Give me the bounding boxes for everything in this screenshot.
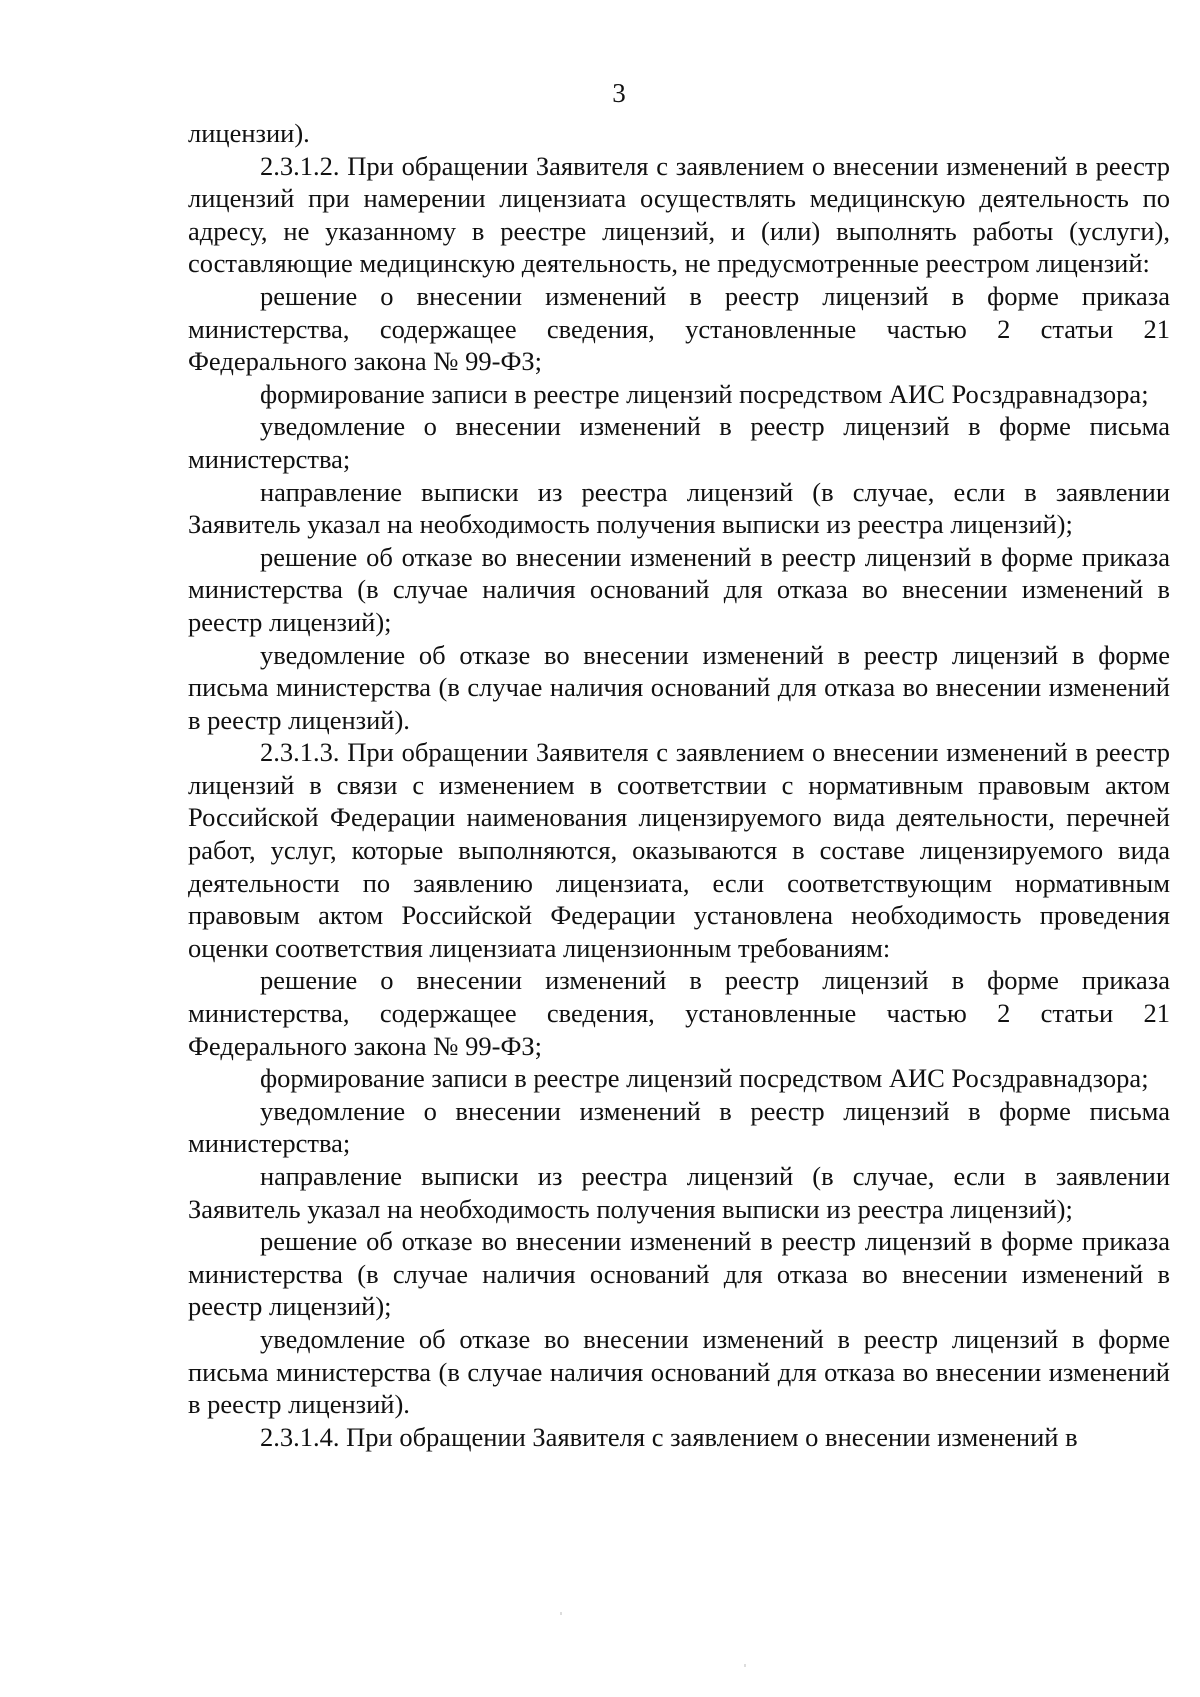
paragraph: уведомление о внесении изменений в реестр лицензий в форме письма министерства; [188,411,1170,474]
paragraph: уведомление об отказе во внесении изменений в реестр лицензий в форме письма министерства (в случае наличия оснований для отказа во внесении изменений в реестр лицензий). [188,639,1170,735]
paragraph: решение о внесении изменений в реестр лицензий в форме приказа министерства, содержащее сведения, установленные частью 2 статьи 21 Федерального закона № 99-ФЗ; [188,965,1170,1061]
paragraph: 2.3.1.3. При обращении Заявителя с заявлением о внесении изменений в реестр лицензий в связи с изменением в соответствии с нормативным правовым актом Российской Федерации наименования лицензируемого вида деятельности, перечней работ, услуг, которые выполняются, оказываются в составе лицензируемого вида деятельности по заявлению лицензиата, если соответствующим нормативным правовым актом Российской Федерации установлена необходимость проведения оценки соответствия лицензиата лицензионным требованиям: [188,737,1170,963]
paragraph: направление выписки из реестра лицензий (в случае, если в заявлении Заявитель указал на необходимость получения выписки из реестра лицензий); [188,476,1170,540]
page-number: 3 [612,78,626,108]
paragraph: лицензии). [188,118,310,148]
paragraph: уведомление о внесении изменений в реестр лицензий в форме письма министерства; [188,1095,1170,1159]
paragraph: решение о внесении изменений в реестр лицензий в форме приказа министерства, содержащее сведения, установленные частью 2 статьи 21 Федерального закона № 99-ФЗ; [188,280,1170,377]
paragraph: направление выписки из реестра лицензий (в случае, если в заявлении Заявитель указал на необходимость получения выписки из реестра лицензий); [188,1161,1170,1224]
paragraph: 2.3.1.2. При обращении Заявителя с заявлением о внесении изменений в реестр лицензий при намерении лицензиата осуществлять медицинскую деятельность по адресу, не указанному в реестре лицензий, и (или) выполнять работы (услуги), составляющие медицинскую деятельность, не предусмотренные реестром лицензий: [188,150,1170,279]
scan-artifact [560,1612,562,1615]
paragraph: формирование записи в реестре лицензий посредством АИС Росздравнадзора; [260,378,1149,409]
document-body [188,117,1170,1453]
paragraph: формирование записи в реестре лицензий посредством АИС Росздравнадзора; [260,1063,1149,1094]
paragraph: уведомление об отказе во внесении изменений в реестр лицензий в форме письма министерства (в случае наличия оснований для отказа во внесении изменений в реестр лицензий). [188,1323,1170,1420]
scan-artifact [744,1664,746,1667]
paragraph: 2.3.1.4. При обращении Заявителя с заявлением о внесении изменений в [260,1421,1078,1452]
paragraph: решение об отказе во внесении изменений в реестр лицензий в форме приказа министерства (в случае наличия оснований для отказа во внесении изменений в реестр лицензий); [188,541,1170,637]
paragraph: решение об отказе во внесении изменений в реестр лицензий в форме приказа министерства (в случае наличия оснований для отказа во внесении изменений в реестр лицензий); [188,1226,1170,1322]
